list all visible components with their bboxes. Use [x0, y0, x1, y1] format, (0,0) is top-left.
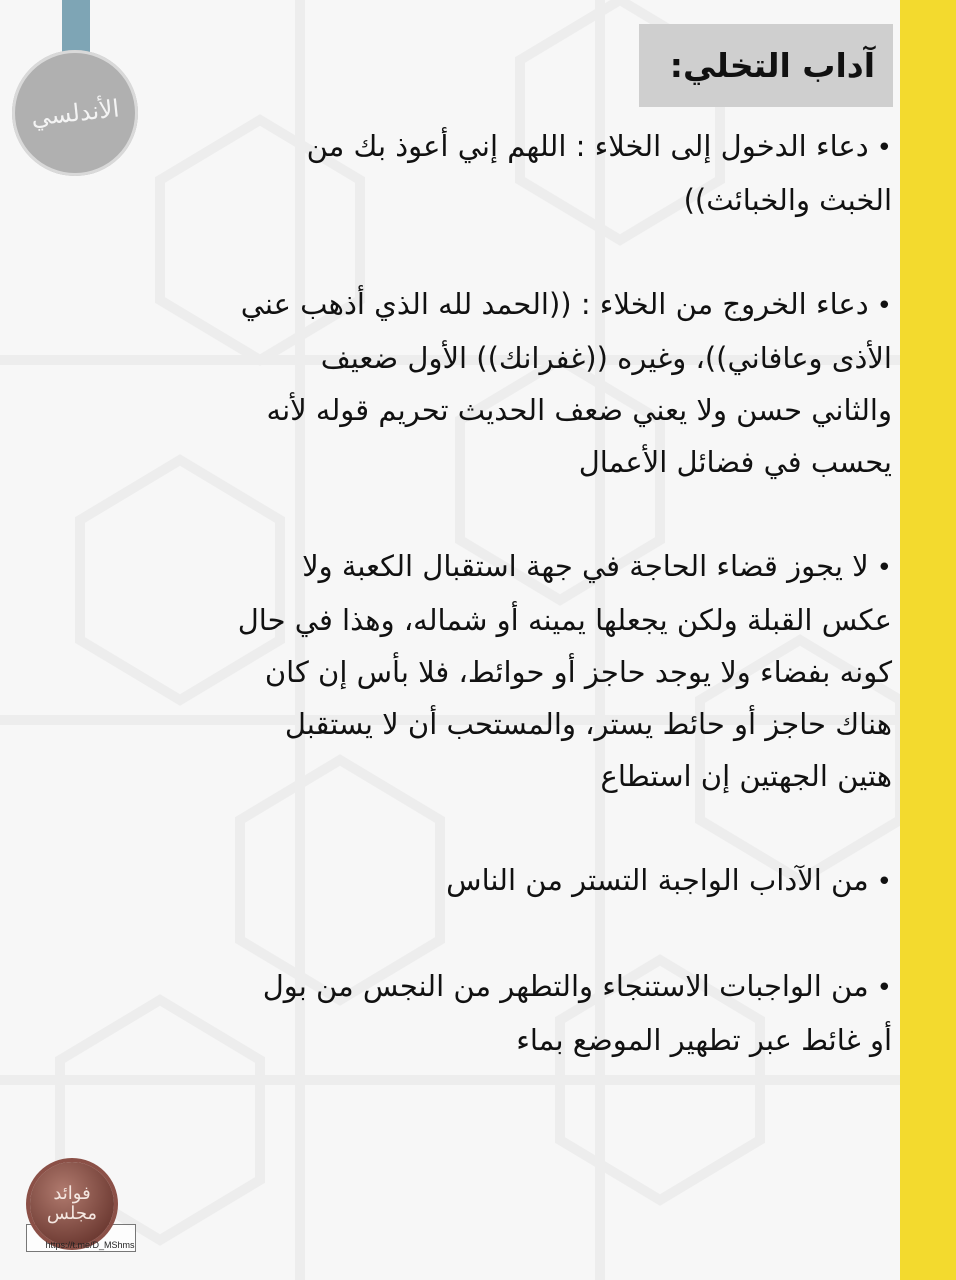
bullet-icon: •	[876, 867, 892, 897]
yellow-side-bar	[900, 0, 956, 1280]
watermark-text: الأندلسي	[29, 94, 121, 132]
paragraph-entry-dua	[236, 120, 892, 226]
paragraph-text: دعاء الخروج من الخلاء : ((الحمد لله الذي أذهب عني الأذى وعافاني))، وغيره ((غفرانك)) الأول ضعيف والثاني حسن ولا يعني ضعف الحديث تحريم قوله لأنه يحسب في فضائل الأعمال	[240, 287, 892, 479]
bullet-icon: •	[876, 291, 892, 321]
paragraph-text: من الآداب الواجبة التستر من الناس	[446, 863, 869, 897]
paragraph-text: من الواجبات الاستنجاء والتطهر من النجس من بول أو غائط عبر تطهير الموضع بماء	[262, 969, 892, 1057]
paragraph-covering	[236, 854, 892, 908]
page-title: آداب التخلي:	[669, 46, 875, 85]
paragraph-purification	[236, 960, 892, 1066]
bullet-icon: •	[876, 133, 892, 163]
ribbon-decoration	[62, 0, 90, 52]
paragraph-text: دعاء الدخول إلى الخلاء : اللهم إني أعوذ بك من الخبث والخبائث))	[306, 129, 892, 217]
content-body	[236, 120, 892, 1066]
paragraph-exit-dua	[236, 278, 892, 488]
channel-link[interactable]: https://t.me/D_MShms	[45, 1240, 135, 1250]
paragraph-qibla	[236, 540, 892, 802]
logo-seal-text: فوائد مجلس	[46, 1183, 98, 1224]
watermark-stamp	[12, 50, 138, 176]
paragraph-text: لا يجوز قضاء الحاجة في جهة استقبال الكعبة ولا عكس القبلة ولكن يجعلها يمينه أو شماله، وهذا في حال كونه بفضاء ولا يوجد حاجز أو حوائط، فلا بأس إن كان هناك حاجز أو حائط يستر، والمستحب أن لا يستقبل هتين الجهتين إن استطاع	[237, 549, 892, 793]
bullet-icon: •	[876, 973, 892, 1003]
wax-seal-icon	[30, 1162, 114, 1246]
title-box	[639, 24, 893, 107]
bullet-icon: •	[876, 553, 892, 583]
